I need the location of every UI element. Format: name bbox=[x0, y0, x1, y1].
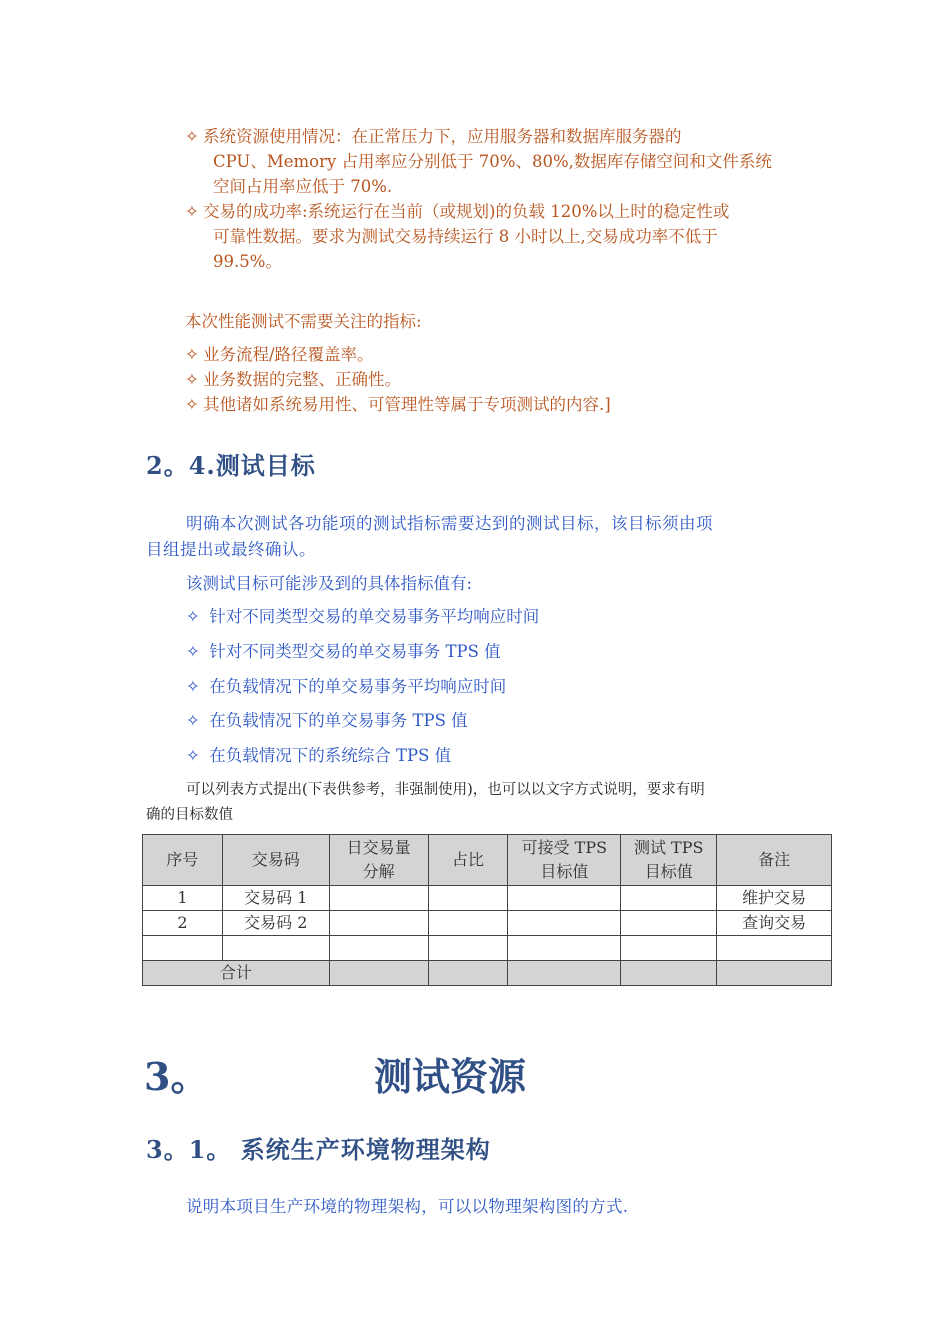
table-row bbox=[143, 911, 832, 936]
note-line-1: 可以列表方式提出(下表供参考，非强制使用)，也可以以文字方式说明，要求有明 bbox=[186, 782, 705, 798]
table-header-cell: 占比 bbox=[428, 835, 508, 886]
intro-line-2: 目组提出或最终确认。 bbox=[146, 540, 316, 559]
table-cell bbox=[329, 936, 428, 961]
table-total-row bbox=[143, 961, 832, 986]
target-table bbox=[142, 834, 832, 986]
table-cell bbox=[143, 936, 223, 961]
indicator-item bbox=[186, 742, 451, 766]
bullet-line: 系统资源使用情况：在正常压力下，应用服务器和数据库服务器的 bbox=[203, 127, 682, 146]
table-header-cell: 测试 TPS 目标值 bbox=[621, 835, 717, 886]
table-cell bbox=[621, 961, 717, 986]
table-cell: 查询交易 bbox=[717, 911, 832, 936]
table-row bbox=[143, 886, 832, 911]
table-cell bbox=[428, 911, 508, 936]
table-cell bbox=[508, 911, 621, 936]
table-header-cell: 日交易量 分解 bbox=[329, 835, 428, 886]
diamond-bullet-icon: ✧ bbox=[186, 746, 200, 765]
table-cell bbox=[222, 936, 329, 961]
table-header-cell: 交易码 bbox=[222, 835, 329, 886]
bullet-line: 交易的成功率:系统运行在当前（或规划)的负载 120%以上时的稳定性或 bbox=[203, 202, 730, 221]
list-item-text: 业务流程/路径覆盖率。 bbox=[203, 345, 374, 364]
section-number-3: 3。 bbox=[144, 1054, 209, 1099]
indicator-item bbox=[186, 603, 539, 627]
section-heading-3-1: 3。1。 系统生产环境物理架构 bbox=[146, 1135, 491, 1164]
table-total-label: 合计 bbox=[143, 961, 330, 986]
table-cell: 交易码 1 bbox=[222, 886, 329, 911]
diamond-bullet-icon: ✧ bbox=[185, 202, 199, 221]
not-concern-list bbox=[185, 342, 611, 417]
table-header-row bbox=[143, 835, 832, 886]
table-cell bbox=[621, 911, 717, 936]
list-item bbox=[185, 392, 611, 417]
table-cell bbox=[717, 936, 832, 961]
section-title-3: 测试资源 bbox=[374, 1054, 527, 1099]
table-cell bbox=[329, 886, 428, 911]
section-3-1-body: 说明本项目生产环境的物理架构，可以以物理架构图的方式. bbox=[186, 1197, 629, 1216]
table-cell bbox=[428, 936, 508, 961]
table-cell bbox=[428, 886, 508, 911]
bullet-line: 可靠性数据。要求为测试交易持续运行 8 小时以上,交易成功率不低于 bbox=[213, 227, 718, 246]
table-row bbox=[143, 936, 832, 961]
bullet-line: 空间占用率应低于 70%. bbox=[213, 177, 393, 196]
indicators-title: 该测试目标可能涉及到的具体指标值有: bbox=[186, 574, 473, 593]
table-cell bbox=[621, 936, 717, 961]
indicator-item bbox=[186, 673, 506, 697]
diamond-bullet-icon: ✧ bbox=[185, 345, 199, 364]
not-concern-title: 本次性能测试不需要关注的指标: bbox=[185, 312, 422, 331]
bullet-item-success-rate bbox=[185, 199, 729, 274]
indicator-text: 在负载情况下的单交易事务 TPS 值 bbox=[209, 711, 468, 730]
bullet-line: 99.5%。 bbox=[213, 252, 282, 271]
list-item-text: 其他诸如系统易用性、可管理性等属于专项测试的内容.] bbox=[203, 395, 611, 414]
diamond-bullet-icon: ✧ bbox=[185, 395, 199, 414]
note-line-2: 确的目标数值 bbox=[146, 807, 233, 823]
table-cell: 2 bbox=[143, 911, 223, 936]
table-cell bbox=[329, 961, 428, 986]
table-header-cell: 可接受 TPS 目标值 bbox=[508, 835, 621, 886]
table-cell bbox=[508, 886, 621, 911]
table-cell bbox=[508, 961, 621, 986]
diamond-bullet-icon: ✧ bbox=[185, 370, 199, 389]
table-header-cell: 序号 bbox=[143, 835, 223, 886]
table-cell bbox=[329, 911, 428, 936]
section-heading-2-4: 2。4.测试目标 bbox=[146, 451, 316, 480]
intro-line-1: 明确本次测试各功能项的测试指标需要达到的测试目标，该目标须由项 bbox=[186, 514, 713, 533]
indicator-text: 针对不同类型交易的单交易事务平均响应时间 bbox=[209, 607, 540, 626]
table-cell: 维护交易 bbox=[717, 886, 832, 911]
table-cell bbox=[717, 961, 832, 986]
list-item-text: 业务数据的完整、正确性。 bbox=[203, 370, 401, 389]
indicator-text: 针对不同类型交易的单交易事务 TPS 值 bbox=[209, 642, 501, 661]
indicator-item bbox=[186, 707, 468, 731]
indicator-item bbox=[186, 638, 501, 662]
table-header-cell: 备注 bbox=[717, 835, 832, 886]
diamond-bullet-icon: ✧ bbox=[186, 642, 200, 661]
indicator-text: 在负载情况下的系统综合 TPS 值 bbox=[209, 746, 452, 765]
diamond-bullet-icon: ✧ bbox=[186, 677, 200, 696]
bullet-item-resources bbox=[185, 124, 772, 199]
table-cell: 交易码 2 bbox=[222, 911, 329, 936]
table-cell: 1 bbox=[143, 886, 223, 911]
diamond-bullet-icon: ✧ bbox=[186, 711, 200, 730]
bullet-line: CPU、Memory 占用率应分别低于 70%、80%,数据库存储空间和文件系统 bbox=[213, 152, 772, 171]
table-cell bbox=[508, 936, 621, 961]
table-cell bbox=[621, 886, 717, 911]
diamond-bullet-icon: ✧ bbox=[185, 127, 199, 146]
diamond-bullet-icon: ✧ bbox=[186, 607, 200, 626]
list-item bbox=[185, 367, 611, 392]
list-item bbox=[185, 342, 611, 367]
table-cell bbox=[428, 961, 508, 986]
indicator-text: 在负载情况下的单交易事务平均响应时间 bbox=[209, 677, 507, 696]
